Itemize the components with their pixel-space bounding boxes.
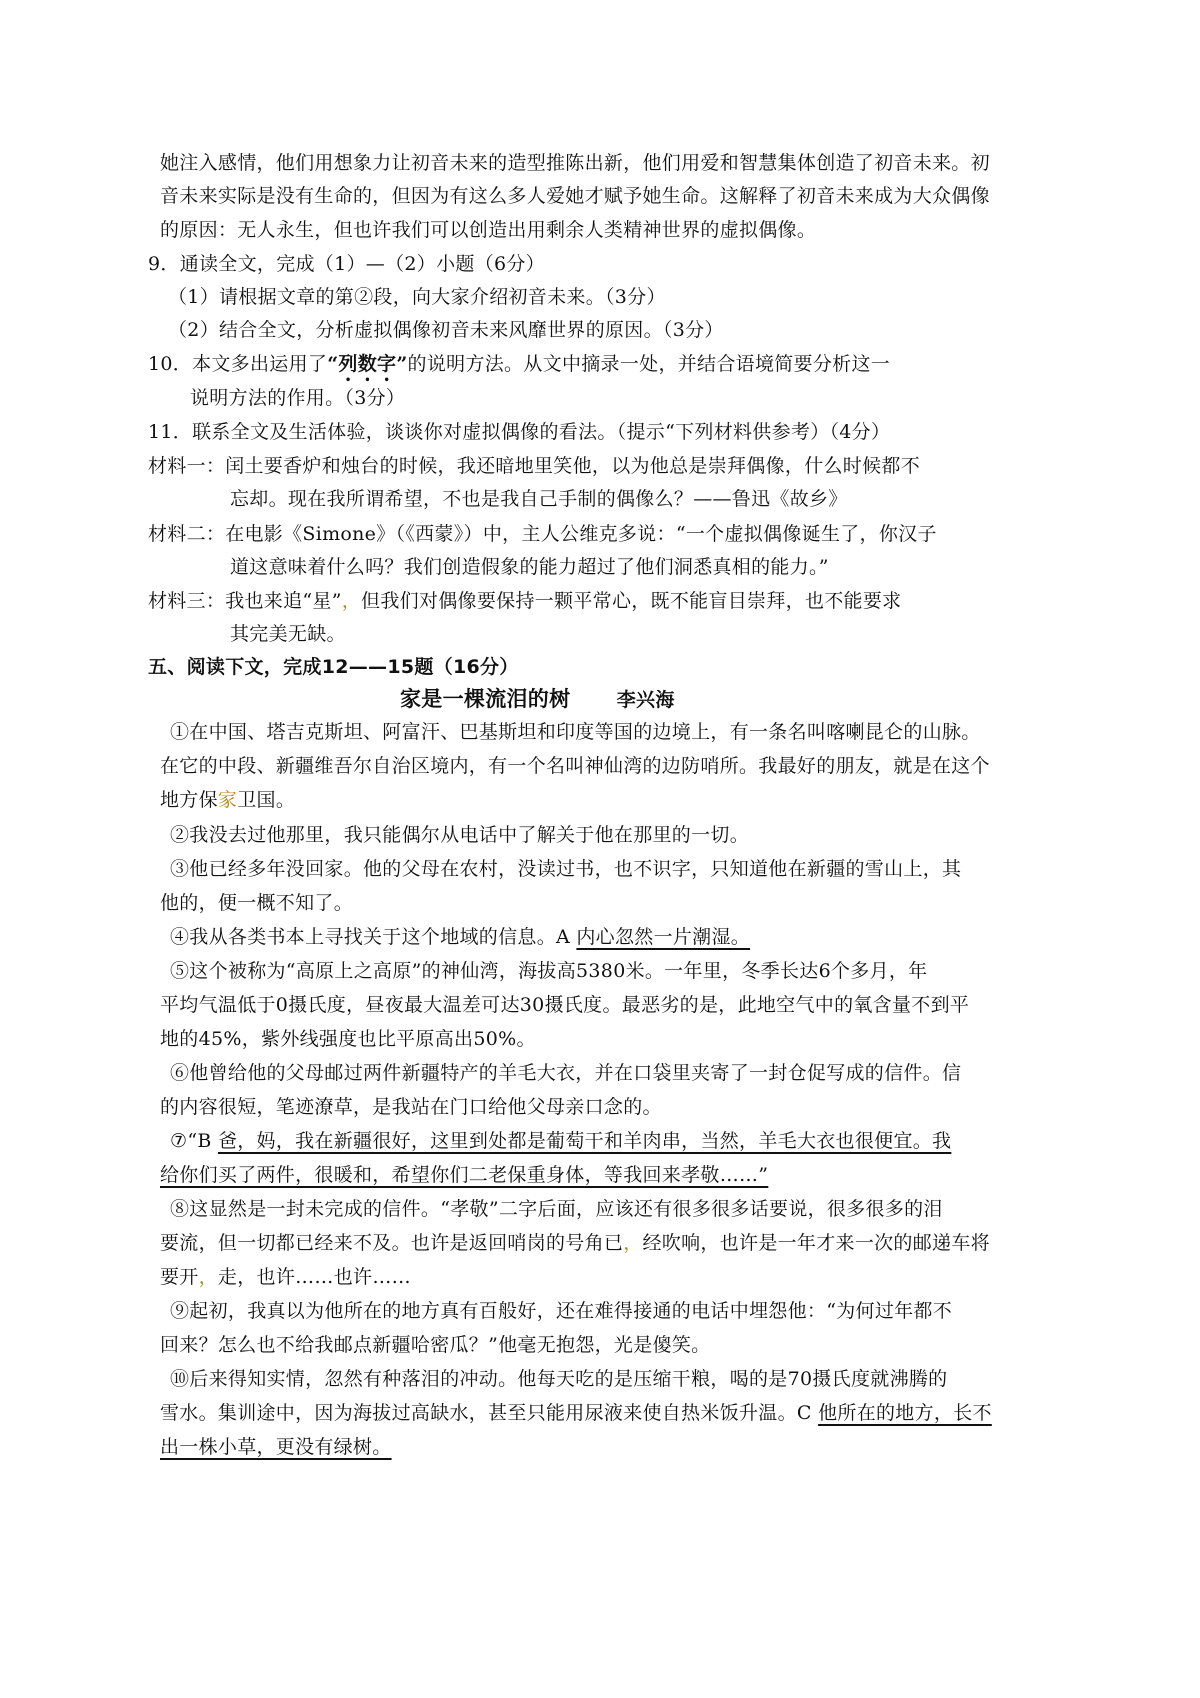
- para-10-line-1: ⑩后来得知实情，忽然有种落泪的冲动。他每天吃的是压缩干粮，喝的是70摄氏度就沸腾的: [170, 1368, 948, 1390]
- para-7-prefix: ⑦“B: [170, 1130, 218, 1152]
- para-8-line-3-suffix: 走，也许……也许……: [217, 1266, 411, 1288]
- article-author: 李兴海: [616, 689, 675, 711]
- material-3-mark: ，: [341, 590, 362, 612]
- article-title-row: [400, 686, 820, 713]
- para-8-line-1: ⑧这显然是一封未完成的信件。“孝敬”二字后面，应该还有很多很多话要说，很多很多的泪: [170, 1198, 943, 1220]
- para-6-line-2: 的内容很短，笔迹潦草，是我站在门口给他父母亲口念的。: [160, 1096, 662, 1118]
- para-1-line-3-mark: 家: [217, 789, 238, 811]
- para-9-line-2: 回来？怎么也不给我邮点新疆哈密瓜？”他毫无抱怨，光是傻笑。: [160, 1334, 711, 1356]
- para-8-line-2: [160, 1230, 1060, 1256]
- para-1-line-3: [160, 787, 1060, 813]
- material-1-line-2: 忘却。现在我所谓希望，不也是我自己手制的偶像么？——鲁迅《故乡》: [230, 488, 848, 510]
- para-1-line-3-suffix: 卫国。: [237, 789, 296, 811]
- para-2: ②我没去过他那里，我只能偶尔从电话中了解关于他在那里的一切。: [170, 824, 750, 846]
- para-7-line-2: [160, 1162, 1060, 1188]
- intro-line-2: 音未来实际是没有生命的，但因为有这么多人爱她才赋予她生命。这解释了初音未来成为大众偶像: [160, 185, 990, 207]
- para-3-line-2: 他的，便一概不知了。: [160, 892, 354, 914]
- para-1-line-2: 在它的中段、新疆维吾尔自治区境内，有一个名叫神仙湾的边防哨所。我最好的朋友，就是在这个: [160, 755, 990, 777]
- para-4-prefix: ④我从各类书本上寻找关于这个地域的信息。A: [170, 926, 577, 948]
- section-5-heading: 五、阅读下文，完成12——15题（16分）: [148, 656, 519, 678]
- para-8-line-3: [160, 1264, 1060, 1290]
- material-3-line-1: [148, 588, 1048, 614]
- para-5-line-1: ⑤这个被称为“高原上之高原”的神仙湾，海拔高5380米。一年里，冬季长达6个多月，年: [170, 960, 928, 982]
- material-3-suffix: 但我们对偶像要保持一颗平常心，既不能盲目崇拜，也不能要求: [361, 590, 902, 612]
- para-10-underlined-2: 出一株小草，更没有绿树。: [160, 1436, 392, 1458]
- intro-line-1: 她注入感情，他们用想象力让初音未来的造型推陈出新，他们用爱和智慧集体创造了初音未来。初: [160, 152, 990, 174]
- para-3-line-1: ③他已经多年没回家。他的父母在农村，没读过书，也不识字，只知道他在新疆的雪山上，其: [170, 858, 962, 880]
- para-4: [170, 924, 1070, 950]
- material-2-line-1: 材料二：在电影《Simone》（《西蒙》）中，主人公维克多说：“一个虚拟偶像诞生了，你汉子: [148, 523, 937, 545]
- material-2-line-2: 道这意味着什么吗？我们创造假象的能力超过了他们洞悉真相的能力。”: [230, 556, 829, 578]
- para-8-line-2-mark: ，: [623, 1232, 643, 1254]
- question-10-line-1: [148, 351, 1048, 386]
- article-title: 家是一棵流泪的树: [400, 687, 571, 711]
- para-1-line-1: ①在中国、塔吉克斯坦、阿富汗、巴基斯坦和印度等国的边境上，有一条名叫喀喇昆仑的山脉。: [170, 721, 981, 743]
- question-9-part-2: （2）结合全文，分析虚拟偶像初音未来风靡世界的原因。（3分）: [168, 319, 724, 341]
- para-10-line-2: [160, 1400, 1060, 1426]
- para-5-line-3: 地的45%，紫外线强度也比平原高出50%。: [160, 1028, 536, 1050]
- para-7-underlined-2: 给你们买了两件，很暖和，希望你们二老保重身体，等我回来孝敬……”: [160, 1164, 769, 1186]
- para-7-underlined: 爸，妈，我在新疆很好，这里到处都是葡萄干和羊肉串，当然，羊毛大衣也很便宜。我: [217, 1130, 952, 1152]
- para-7-line-1: [170, 1128, 1070, 1154]
- para-10-line-3: [160, 1434, 1060, 1460]
- para-4-underlined: 内心忽然一片潮湿。: [576, 926, 751, 948]
- para-6-line-1: ⑥他曾给他的父母邮过两件新疆特产的羊毛大衣，并在口袋里夹寄了一封仓促写成的信件。信: [170, 1062, 962, 1084]
- para-8-line-2-prefix: 要流，但一切都已经来不及。也许是返回哨岗的号角已: [160, 1232, 624, 1254]
- material-1-line-1: 材料一：闰土要香炉和烛台的时候，我还暗地里笑他，以为他总是崇拜偶像，什么时候都不: [148, 455, 921, 477]
- para-8-line-3-mark: ，: [198, 1266, 218, 1288]
- question-11-heading: 11．联系全文及生活体验，谈谈你对虚拟偶像的看法。（提示“下列材料供参考）（4分）: [148, 421, 891, 443]
- para-5-line-2: 平均气温低于0摄氏度，昼夜最大温差可达30摄氏度。最恶劣的是，此地空气中的氧含量不到平: [160, 994, 970, 1016]
- question-9-heading: 9．通读全文，完成（1）—（2）小题（6分）: [148, 253, 545, 275]
- para-10-prefix: 雪水。集训途中，因为海拔过高缺水，甚至只能用尿液来使自热米饭升温。C: [160, 1402, 819, 1424]
- material-3-prefix: 材料三：我也来追“星”: [148, 590, 342, 612]
- para-10-underlined: 他所在的地方，长不: [818, 1402, 992, 1424]
- para-9-line-1: ⑨起初，我真以为他所在的地方真有百般好，还在难得接通的电话中埋怨他：“为何过年都不: [170, 1300, 953, 1322]
- para-8-line-2-suffix: 经吹响，也许是一年才来一次的邮递车将: [642, 1232, 990, 1254]
- material-3-line-2: 其完美无缺。: [230, 623, 346, 645]
- question-10-line-2: 说明方法的作用。（3分）: [190, 387, 406, 409]
- para-8-line-3-prefix: 要开: [160, 1266, 199, 1288]
- intro-line-3: 的原因：无人永生，但也许我们可以创造出用剩余人类精神世界的虚拟偶像。: [160, 219, 817, 241]
- para-1-line-3-prefix: 地方保: [160, 789, 218, 811]
- question-9-part-1: （1）请根据文章的第②段，向大家介绍初音未来。（3分）: [168, 286, 666, 308]
- question-10-suffix: 的说明方法。从文中摘录一处，并结合语境简要分析这一: [407, 353, 891, 375]
- question-10-emphasis: “列数字”: [327, 353, 408, 375]
- question-10-prefix: 10．本文多出运用了: [148, 353, 328, 375]
